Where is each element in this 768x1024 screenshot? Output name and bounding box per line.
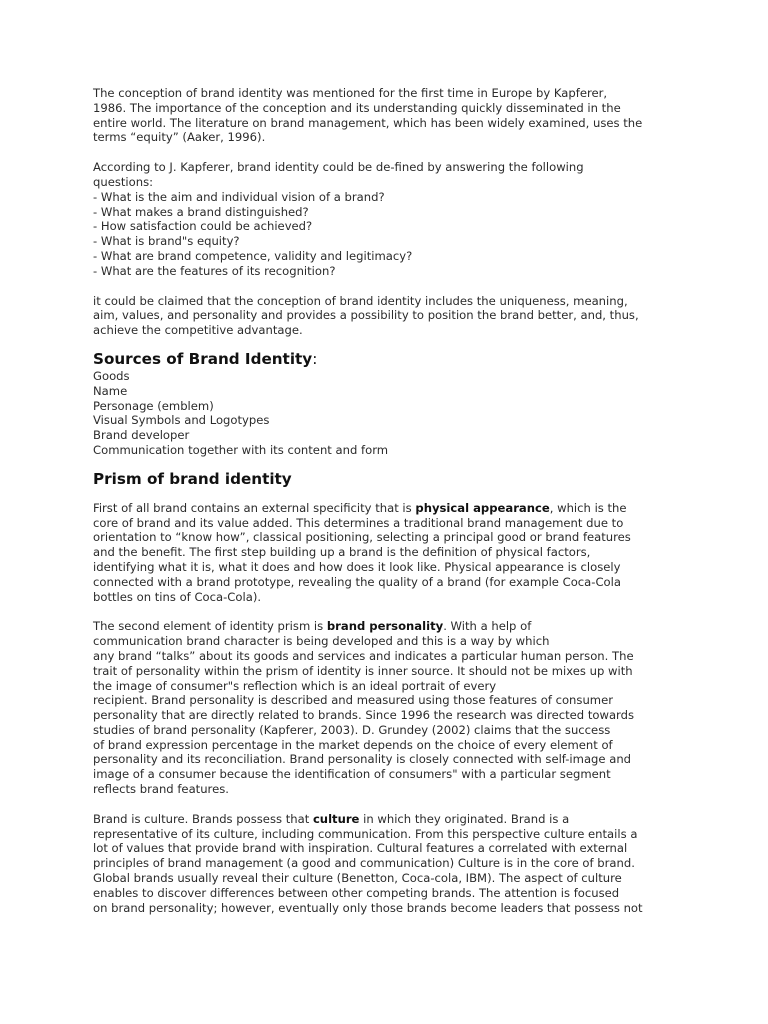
text-line: personality and its reconciliation. Brand personality is closely connected with self-image and <box>93 752 632 767</box>
text-line: The conception of brand identity was mentioned for the first time in Europe by Kapferer, <box>93 86 608 100</box>
sources-heading-colon: : <box>312 349 318 368</box>
text-line: image of a consumer because the identification of consumers" with a particular segment <box>93 767 611 782</box>
list-item: - What are brand competence, validity and legitimacy? <box>93 248 413 263</box>
list-item: Brand developer <box>93 428 190 443</box>
text-line: According to J. Kapferer, brand identity could be de-fined by answering the following <box>93 160 584 175</box>
paragraph-kapferer-questions <box>93 160 673 278</box>
text-line: lot of values that provide brand with inspiration. Cultural features a correlated with external <box>93 841 628 856</box>
text-line: 1986. The importance of the conception and its understanding quickly disseminated in the <box>93 100 621 115</box>
emphasis-physical-appearance: physical appearance <box>415 500 550 515</box>
text-line: it could be claimed that the conception of brand identity includes the uniqueness, meaning, <box>93 293 628 308</box>
text-line <box>93 812 673 827</box>
list-item: Name <box>93 383 128 398</box>
text-line: personality that are directly related to brands. Since 1996 the research was directed towards <box>93 708 635 723</box>
sources-heading <box>93 349 673 369</box>
paragraph-intro <box>93 86 673 145</box>
text-line: trait of personality within the prism of identity is inner source. It should not be mixes up with <box>93 663 633 678</box>
text-run: The second element of identity prism is <box>93 619 327 634</box>
sources-heading-text: Sources of Brand Identity <box>93 349 313 368</box>
text-run: . With a help of <box>443 619 532 634</box>
list-item: - What is brand"s equity? <box>93 234 240 249</box>
text-line: representative of its culture, including communication. From this perspective culture entails a <box>93 826 638 841</box>
text-run: Brand is culture. Brands possess that <box>93 811 313 826</box>
text-line: any brand “talks” about its goods and services and indicates a particular human person. The <box>93 648 634 663</box>
text-line: connected with a brand prototype, revealing the quality of a brand (for example Coca-Cola <box>93 574 621 589</box>
text-line: questions: <box>93 174 154 189</box>
document-page <box>93 86 673 915</box>
list-item: Goods <box>93 368 130 383</box>
paragraph-conclusion <box>93 294 673 338</box>
list-item: Personage (emblem) <box>93 398 214 413</box>
text-line: and the benefit. The first step building up a brand is the definition of physical factors, <box>93 545 591 560</box>
text-line: identifying what it is, what it does and how does it look like. Physical appearance is closely <box>93 559 621 574</box>
list-item: Visual Symbols and Logotypes <box>93 413 270 428</box>
text-line: orientation to “know how”, classical positioning, selecting a principal good or brand features <box>93 530 631 545</box>
text-line: Global brands usually reveal their culture (Benetton, Coca-cola, IBM). The aspect of culture <box>93 871 622 886</box>
paragraph-physical-appearance <box>93 501 673 605</box>
text-run: , which is the <box>549 500 627 515</box>
text-line <box>93 619 673 634</box>
text-line: bottles on tins of Coca-Cola). <box>93 589 262 604</box>
text-line: of brand expression percentage in the market depends on the choice of every element of <box>93 737 613 752</box>
list-item: - What are the features of its recognition? <box>93 263 336 278</box>
text-run: in which they originated. Brand is a <box>359 811 570 826</box>
text-line: principles of brand management (a good and communication) Culture is in the core of brand. <box>93 856 635 871</box>
text-line: achieve the competitive advantage. <box>93 323 303 338</box>
text-line: on brand personality; however, eventually only those brands become leaders that possess not <box>93 900 643 915</box>
prism-heading: Prism of brand identity <box>93 469 292 488</box>
list-item: - What makes a brand distinguished? <box>93 204 309 219</box>
emphasis-brand-personality: brand personality <box>326 619 444 634</box>
sources-list <box>93 369 673 458</box>
paragraph-brand-culture <box>93 812 673 916</box>
text-line: core of brand and its value added. This determines a traditional brand management due to <box>93 515 624 530</box>
text-run: First of all brand contains an external specificity that is <box>93 500 416 515</box>
emphasis-culture: culture <box>312 811 360 826</box>
text-line: studies of brand personality (Kapferer, 2003). D. Grundey (2002) claims that the success <box>93 722 611 737</box>
list-item: Communication together with its content and form <box>93 442 389 457</box>
paragraph-brand-personality <box>93 619 673 797</box>
text-line: terms “equity” (Aaker, 1996). <box>93 130 266 145</box>
text-line: communication brand character is being developed and this is a way by which <box>93 634 550 649</box>
text-line: recipient. Brand personality is described and measured using those features of consumer <box>93 693 613 708</box>
text-line: reflects brand features. <box>93 782 229 797</box>
list-item: - How satisfaction could be achieved? <box>93 219 313 234</box>
text-line <box>93 501 673 516</box>
list-item: - What is the aim and individual vision of a brand? <box>93 189 385 204</box>
text-line: aim, values, and personality and provides a possibility to position the brand better, and, thus, <box>93 308 639 323</box>
text-line: the image of consumer"s reflection which is an ideal portrait of every <box>93 678 497 693</box>
text-line: enables to discover differences between other competing brands. The attention is focused <box>93 885 620 900</box>
text-line: entire world. The literature on brand management, which has been widely examined, uses the <box>93 115 643 130</box>
